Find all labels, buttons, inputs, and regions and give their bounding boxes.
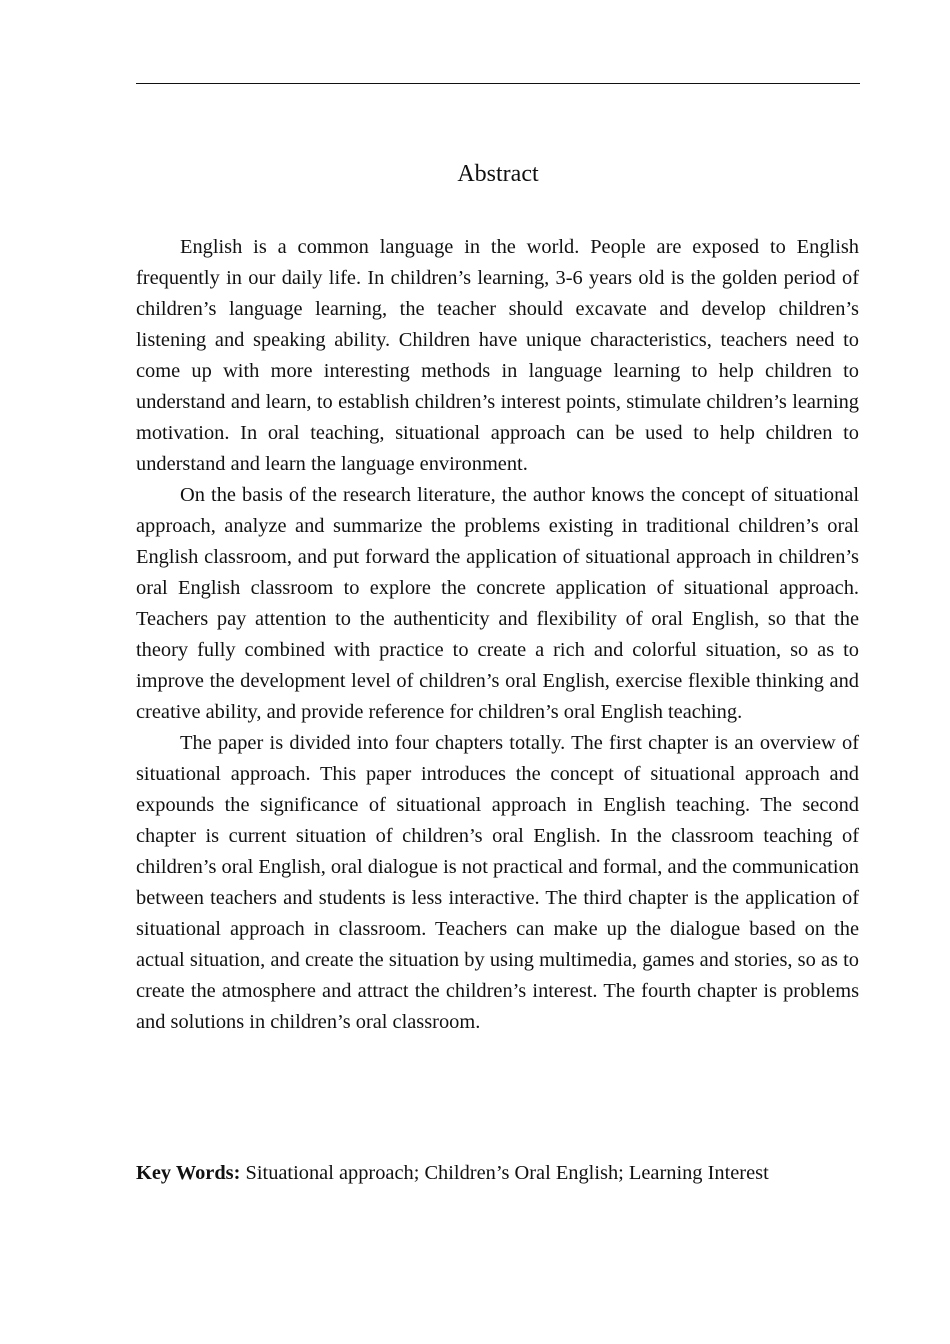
- abstract-title: Abstract: [457, 161, 539, 187]
- abstract-body: [136, 232, 859, 1038]
- keywords-label: Key Words:: [136, 1162, 241, 1184]
- abstract-paragraph-3: The paper is divided into four chapters totally. The first chapter is an overview of situational approach. This paper introduces the concept of situational approach and expounds the significance of situational approach in English teaching. The second chapter is current situation of children’s oral English. In the classroom teaching of children’s oral English, oral dialogue is not practical and formal, and the communication between teachers and students is less interactive. The third chapter is the application of situational approach in classroom. Teachers can make up the dialogue based on the actual situation, and create the situation by using multimedia, games and stories, so as to create the atmosphere and attract the children’s interest. The fourth chapter is problems and solutions in children’s oral classroom.: [136, 732, 859, 1033]
- header-rule: [136, 83, 860, 84]
- keywords-line: [136, 1158, 876, 1189]
- abstract-paragraph-2: On the basis of the research literature, the author knows the concept of situational approach, analyze and summarize the problems existing in traditional children’s oral English classroom, and put forward the application of situational approach in children’s oral English classroom to explore the concrete application of situational approach. Teachers pay attention to the authenticity and flexibility of oral English, so that the theory fully combined with practice to create a rich and colorful situation, so as to improve the development level of children’s oral English, exercise flexible thinking and creative ability, and provide reference for children’s oral English teaching.: [136, 484, 859, 723]
- abstract-paragraph-1: English is a common language in the world. People are exposed to English frequently in our daily life. In children’s learning, 3-6 years old is the golden period of children’s language learning, the teacher should excavate and develop children’s listening and speaking ability. Children have unique characteristics, teachers need to come up with more interesting methods in language learning to help children to understand and learn, to establish children’s interest points, stimulate children’s learning motivation. In oral teaching, situational approach can be used to help children to understand and learn the language environment.: [136, 236, 859, 475]
- keywords-text: Situational approach; Children’s Oral English; Learning Interest: [240, 1162, 769, 1184]
